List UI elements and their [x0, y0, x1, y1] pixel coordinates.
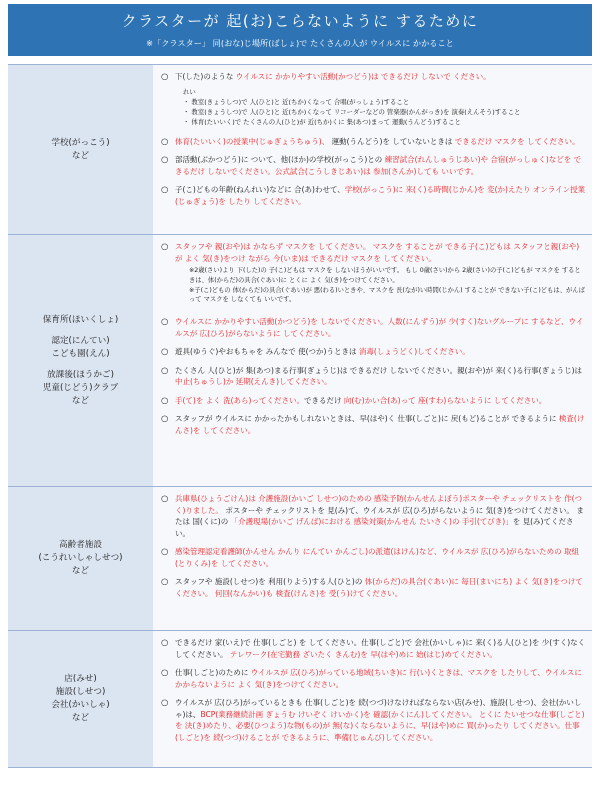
body-text: たくさん 人(ひと)が 集(あつ)まる行事(ぎょうじ)は できるだけ しないでください。親(おや)が 来(く)る行事(ぎょうじ)は [175, 365, 583, 375]
note-line: ※2歳(さい)より 下(した)の 子(こ)どもは マスクを しないほうがいいです。 もし 0歳(さい)から 2歳(さい)の子(こ)どもが マスクを するときは、体(からだ)の具合(ぐあい)に とくに よく 気(き)をつけてください。 [189, 267, 581, 284]
list-item [161, 395, 586, 407]
item-text [175, 241, 586, 309]
body-text: 部活動(ぶかつどう)に ついて、他(ほか)の学校(がっこう)との [175, 155, 385, 164]
example-line: ・ 体育(たいいく)で たくさんの人(ひと)が 近(ちか)くに 集(あつ)まって 運動(うんどう)すること [183, 117, 461, 126]
item-text [175, 576, 586, 599]
emphasis-text: とくに たいせつな仕事(しごと)を 決(き)めたり、必要(ひつよう)な物(もの)が 無(な)くならないように、早(はや)めに 買(か)ったり してください。仕事(しごと)を 続(つづ)けることが できるように、準備(じゅんび)してください。 [175, 709, 585, 742]
body-text: 運動(うんどう)を していないときは [329, 136, 455, 146]
circle-bullet-icon: ○ [161, 316, 169, 327]
section-label-line: 認定(にんてい) [51, 335, 110, 346]
emphasis-text: 「介護現場(かいご げんば)における 感染対策(かんせん たいさく)の 手引(てびき)」 [230, 517, 513, 526]
section-content [153, 235, 592, 486]
example-list [183, 87, 586, 127]
example-line: ・ 教室(きょうしつ)で 人(ひと)と 近(ちか)くなって 合唱(がっしょう)すること [183, 97, 410, 106]
circle-bullet-icon: ○ [161, 364, 169, 375]
emphasis-text: 何回(なんかい)も 検査(けんさ)を 受(う)けてください。 [212, 588, 403, 598]
circle-bullet-icon: ○ [161, 394, 169, 405]
circle-bullet-icon: ○ [161, 637, 169, 647]
list-item [161, 413, 586, 436]
emphasis-text: マスクを することが できる子(こ)どもは スタッフと親(おや)が よく 気(き)をつけ ながら 今(いま)は できるだけ マスクを してください。 [175, 242, 580, 263]
section-label-line: (こうれいしゃしせつ) [38, 553, 123, 563]
item-text [175, 71, 586, 129]
emphasis-text: 中止(ちゅうし)か 延期(えんき)してください。 [175, 377, 332, 387]
item-text [175, 346, 586, 358]
body-text: スタッフが ウイルスに かかったかもしれないときは、早(はや)く 仕事(しごと)に 戻(もど)ることが できるように [175, 414, 559, 424]
list-item [161, 667, 586, 690]
circle-bullet-icon: ○ [161, 241, 169, 251]
list-item [161, 493, 586, 539]
body-text: 仕事(しごと)のために [175, 668, 251, 677]
section-label-line: など [71, 150, 90, 161]
section-label-line: 放課後(ほうかご) [47, 369, 114, 380]
item-text [175, 136, 586, 148]
list-item [161, 697, 586, 743]
circle-bullet-icon: ○ [161, 413, 169, 424]
section-label-line: 学校(がっこう) [51, 137, 110, 148]
item-text [175, 154, 586, 177]
section-business [8, 631, 592, 768]
note-block [189, 266, 586, 305]
section-school [8, 65, 592, 235]
emphasis-text: 手(て)を よく 洗(あら)ってください。 [175, 395, 304, 405]
list-item [161, 576, 586, 599]
section-label [8, 487, 153, 630]
list-item [161, 637, 586, 660]
circle-bullet-icon: ○ [161, 697, 169, 707]
emphasis-text: できるだけ マスクを してください。 [454, 136, 580, 146]
header-banner [8, 4, 592, 56]
section-label-line: など [71, 713, 90, 723]
section-label-line: 施設(しせつ) [55, 687, 106, 697]
item-text [175, 697, 586, 743]
example-line: れい [183, 87, 196, 96]
list-item [161, 154, 586, 177]
emphasis-text: テレワーク(在宅勤務 ざいたく きんむ)を 早(はや)めに 始(はじ)めてください。 [227, 649, 497, 659]
circle-bullet-icon: ○ [161, 576, 169, 586]
circle-bullet-icon: ○ [161, 154, 169, 164]
emphasis-text: ウイルスに かかりやすい活動(かつどう)は できるだけ しないで ください。 [235, 72, 491, 81]
body-text: ポスターや チェックリストを 見(み)て、ウイルスが 広(ひろ)がらないように 気(き)をつけてください。 または 国(くに)の [175, 505, 584, 526]
section-label-line: 会社(かいしゃ) [51, 700, 110, 710]
section-label-line: こども園(えん) [51, 348, 110, 359]
body-text: を 見(み)てください。 [175, 517, 574, 538]
emphasis-text: 体育(たいいく)の授業中(じゅぎょうちゅう)、 [175, 136, 330, 146]
list-item [161, 546, 586, 569]
list-item [161, 316, 586, 339]
section-label-line: など [71, 395, 90, 406]
list-item [161, 184, 586, 207]
list-item [161, 346, 586, 358]
item-text [175, 184, 586, 207]
list-item [161, 365, 586, 388]
section-label-line: 高齢者施設 [59, 540, 102, 550]
section-label [8, 235, 153, 486]
body-text: 下(した)のような [175, 72, 236, 81]
circle-bullet-icon: ○ [161, 71, 169, 81]
page-subtitle: ※「クラスター」 同(おな)じ場所(ばしょ)で たくさんの人が ウイルスに かかること [146, 38, 454, 48]
item-text [175, 493, 586, 539]
body-text: ウイルスが 広(ひろ)がっているときも 仕事(しごと)を 続(つづ)けなければならない店(みせ)、施設(しせつ)、会社(かいしゃ)は、 [175, 698, 582, 719]
emphasis-text: 体(からだ)の具合(ぐあい)に 毎日(まいにち) よく 気(き)をつけてください。 [175, 577, 583, 598]
item-text [175, 546, 586, 569]
circle-bullet-icon: ○ [161, 184, 169, 194]
emphasis-text: 向(む)かい合(あ)って 座(すわ)らないように してください。 [343, 395, 547, 405]
body-text: スタッフや 施設(しせつ)を 利用(りよう)する人(ひと)の [175, 577, 365, 586]
emphasis-text: ウイルスが 広(ひろ)がっている地域(ちいき)に 行(い)くときは、マスクを したりして、ウイルスに かからないように よく 気(き)をつけてください。 [175, 668, 582, 689]
section-elderly-facility [8, 487, 592, 631]
item-text [175, 365, 586, 388]
emphasis-text: 学校(がっこう)に 来(く)る時間(じかん)を 変(か)えたり オンライン授業(じゅぎょう)を したり してください。 [175, 185, 586, 206]
circle-bullet-icon: ○ [161, 135, 169, 146]
item-text [175, 316, 586, 339]
example-line: ・ 教室(きょうしつ)で 人(ひと)と 近(ちか)くなって リコーダーなどの 管楽器(かんがっき)を 演奏(えんそう)すること [183, 107, 521, 116]
item-text [175, 413, 586, 436]
emphasis-text: BCP(業務継続計画 ぎょうむ けいぞく けいかく)を 確認(かくにん)してください。 [200, 709, 477, 719]
section-content [153, 631, 592, 767]
section-content [153, 487, 592, 630]
section-label-line: など [71, 566, 90, 576]
note-line: ※子(こ)どもの 体(からだ)の具合(ぐあい)が 悪(わる)いときや、マスクを 長(なが)い時間(じかん) することが できない子(こ)どもは、がんばって マスクを しなくても いいです。 [189, 286, 585, 304]
body-text: できるだけ 家(いえ)で 仕事(しごと) を してください。仕事(しごと)で 会社(かいしゃ)に 来(く)る人(ひと)を 少(すく)なく してください。 [175, 638, 586, 659]
emphasis-text: スタッフや 親(おや)は かならず マスクを してください。 [175, 242, 371, 251]
emphasis-text: 練習試合(れんしゅうじあい)や 合宿(がっしゅく)などを できるだけ しないでください。公式試合(こうしきじあい)は 参加(さんか)しても いいです。 [175, 155, 582, 176]
body-text: 子(こ)どもの年齢(ねんれい)などに 合(あ)わせて、 [175, 185, 345, 194]
section-content [153, 65, 592, 234]
section-label-line: 保育所(ほいくしょ) [42, 314, 119, 325]
emphasis-text: ウイルスに かかりやすい活動(かつどう)を しないでください。人数(にんずう)が 少(すく)ないグループに するなど、ウイルスが 広(ひろ)がらないように してください。 [175, 317, 584, 338]
body-text: できるだけ [303, 395, 344, 405]
circle-bullet-icon: ○ [161, 667, 169, 677]
section-label-line: 児童(じどう)クラブ [42, 382, 119, 393]
list-item [161, 71, 586, 129]
item-text [175, 637, 586, 660]
list-item [161, 136, 586, 148]
list-item [161, 241, 586, 309]
section-nursery [8, 235, 592, 487]
item-text [175, 667, 586, 690]
emphasis-text: 兵庫県(ひょうごけん)は 介護施設(かいご しせつ)のための 感染予防(かんせんよぼう)ポスターや チェックリストを 作(つく)りました。 [175, 494, 583, 515]
circle-bullet-icon: ○ [161, 346, 169, 357]
circle-bullet-icon: ○ [161, 546, 169, 556]
body-text: 遊具(ゆうぐ)やおもちゃを みんなで 使(つか)うときは [175, 347, 359, 357]
section-label-line: 店(みせ) [64, 674, 97, 684]
item-text [175, 395, 586, 407]
section-label [8, 65, 153, 234]
section-label [8, 631, 153, 767]
emphasis-text: 感染管理認定看護師(かんせん かんり にんてい かんごし)の派遣(はけん)など、ウイルスが 広(ひろ)がらないための 取組(とりくみ)を してください。 [175, 547, 580, 568]
guideline-table [8, 64, 592, 768]
circle-bullet-icon: ○ [161, 493, 169, 503]
page-title: クラスターが 起(お)こらないように するために [121, 12, 479, 30]
emphasis-text: 消毒(しょうどく)してください。 [358, 347, 470, 357]
emphasis-text: 検査(けんさ)を してください。 [175, 414, 585, 435]
